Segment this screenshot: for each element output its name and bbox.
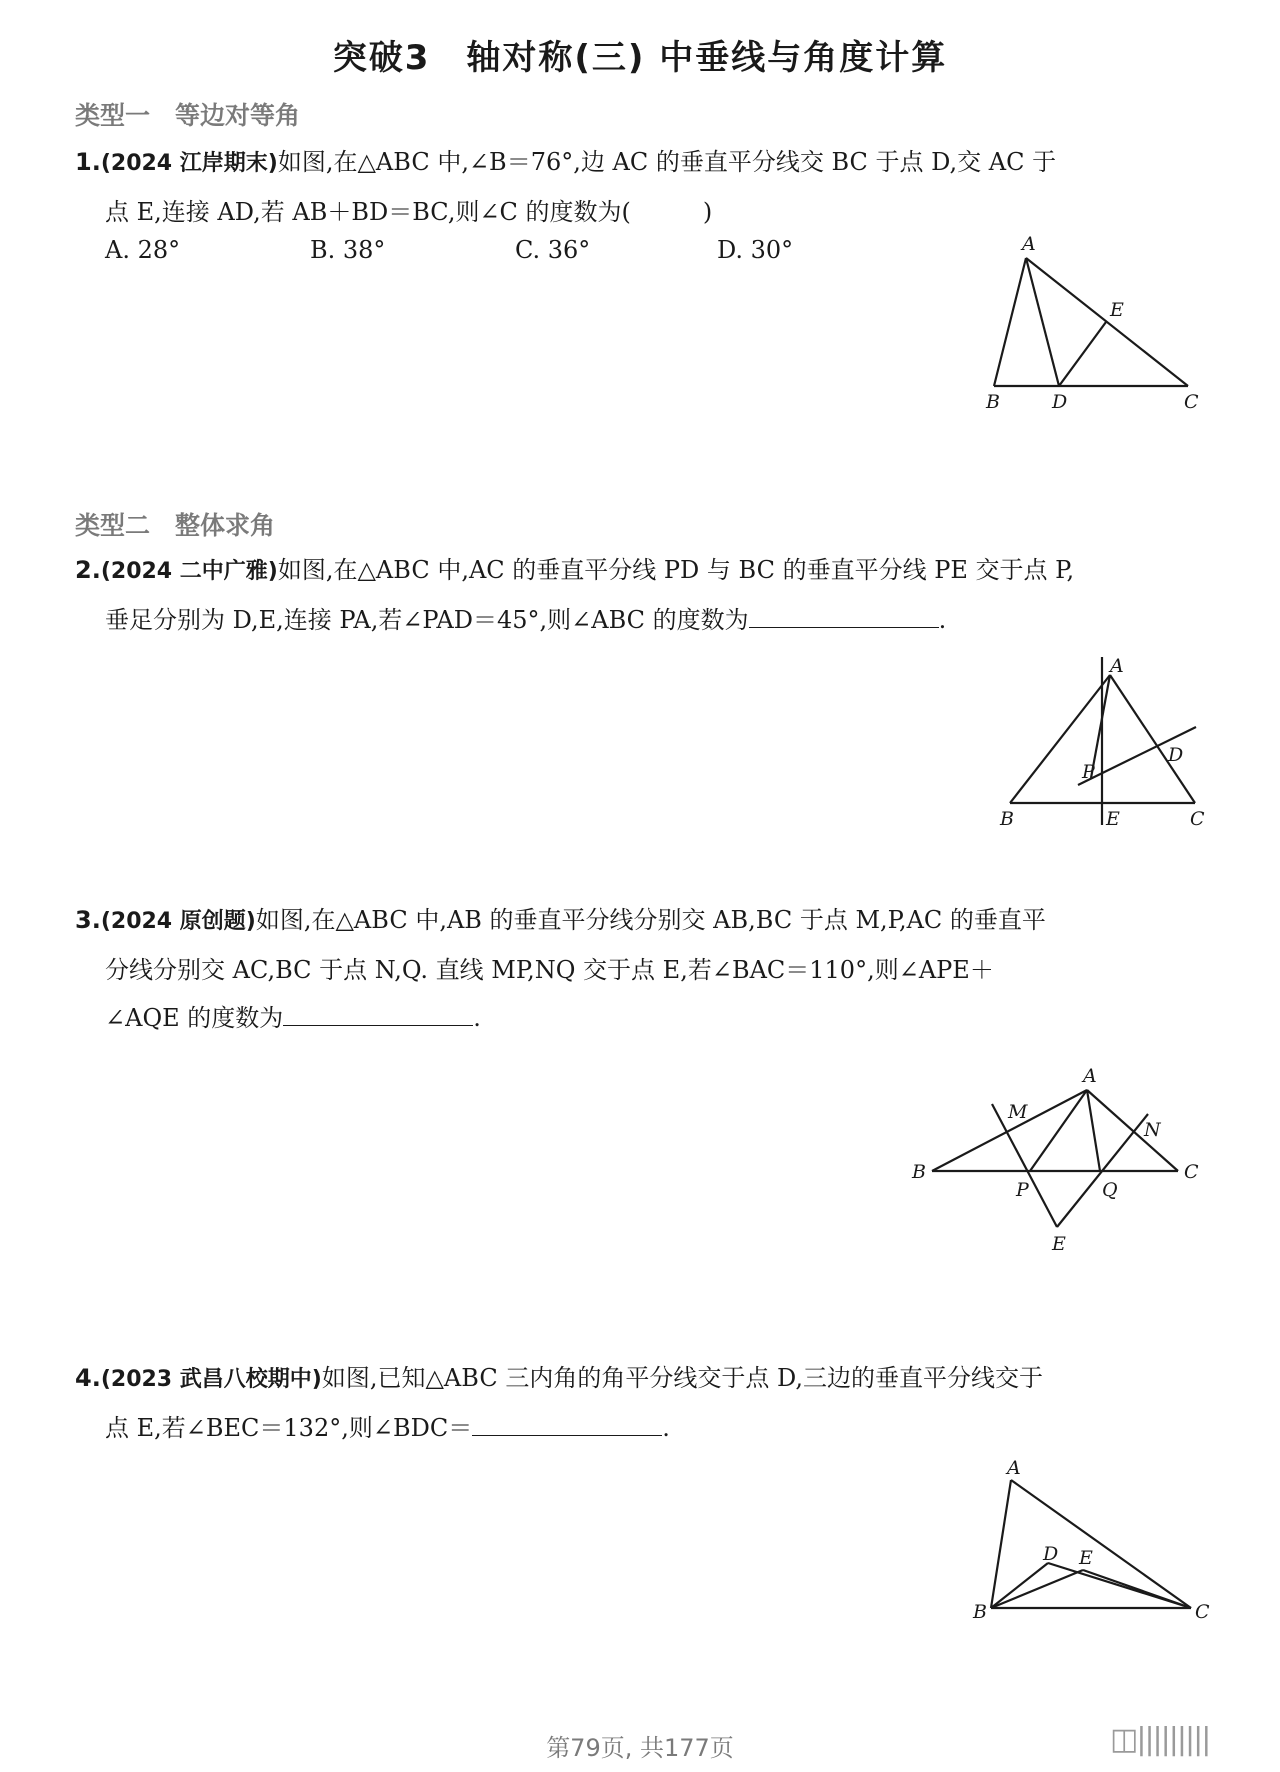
problem-source: (2024 二中广雅) <box>100 559 278 584</box>
problem-number: 3. <box>75 906 101 934</box>
label-a: A <box>1110 655 1124 677</box>
problem-text: 如图,已知△ABC 三内角的角平分线交于点 D,三边的垂直平分线交于 <box>321 1364 1043 1392</box>
problem-text: 分线分别交 AC,BC 于点 N,Q. 直线 MP,NQ 交于点 E,若∠BAC＝110°,则∠APE＋ <box>105 956 994 984</box>
figure-problem-4 <box>965 1457 1210 1630</box>
label-c: C <box>1190 808 1205 830</box>
segment-be <box>991 1570 1083 1608</box>
problem-1 <box>75 138 1205 236</box>
figure-problem-1 <box>970 230 1210 413</box>
choice-a: A. 28° <box>105 236 181 264</box>
problem-text: ∠AQE 的度数为 <box>105 1004 284 1032</box>
segment-ac <box>1087 1090 1178 1171</box>
label-c: C <box>1184 391 1199 413</box>
label-a: A <box>1007 1457 1021 1479</box>
segment-aq <box>1087 1090 1100 1171</box>
figure-problem-3 <box>910 1060 1210 1255</box>
page-title: 突破3 轴对称(三) 中垂线与角度计算 <box>332 38 948 78</box>
answer-blank[interactable] <box>283 997 473 1026</box>
label-n: N <box>1144 1119 1161 1141</box>
label-m: M <box>1008 1101 1028 1123</box>
answer-blank[interactable] <box>472 1407 662 1436</box>
choice-c: C. 36° <box>515 236 591 264</box>
section-heading-type-1: 类型一 等边对等角 <box>75 101 301 130</box>
label-e: E <box>1052 1233 1066 1255</box>
choice-d: D. 30° <box>717 236 794 264</box>
problem-text: 点 E,连接 AD,若 AB＋BD＝BC,则∠C 的度数为( ) <box>105 198 713 226</box>
label-b: B <box>986 391 1000 413</box>
problem-number: 2. <box>75 556 101 584</box>
label-b: B <box>973 1601 987 1623</box>
segment-ab <box>1010 675 1110 803</box>
section-heading-type-2: 类型二 整体求角 <box>75 511 276 540</box>
problem-source: (2023 武昌八校期中) <box>100 1367 322 1392</box>
label-b: B <box>912 1161 926 1183</box>
label-p: P <box>1082 761 1095 783</box>
segment-ac <box>1110 675 1195 803</box>
label-e: E <box>1079 1547 1093 1569</box>
segment-ap <box>1030 1090 1087 1171</box>
problem-text: 垂足分别为 D,E,连接 PA,若∠PAD＝45°,则∠ABC 的度数为 <box>105 606 749 634</box>
label-d: D <box>1043 1543 1059 1565</box>
problem-text: . <box>662 1414 670 1442</box>
problem-text: . <box>938 606 947 634</box>
segment-ac <box>1026 258 1188 386</box>
problem-text: 如图,在△ABC 中,∠B＝76°,边 AC 的垂直平分线交 BC 于点 D,交 AC 于 <box>277 148 1057 176</box>
label-d: D <box>1052 391 1068 413</box>
problem-4 <box>75 1354 1205 1452</box>
label-e: E <box>1110 299 1124 321</box>
problem-text: 如图,在△ABC 中,AB 的垂直平分线分别交 AB,BC 于点 M,P,AC 的垂直平 <box>255 906 1046 934</box>
segment-ab <box>991 1480 1011 1608</box>
segment-bd <box>991 1563 1048 1608</box>
problem-source: (2024 原创题) <box>100 909 256 934</box>
problem-text: 如图,在△ABC 中,AC 的垂直平分线 PD 与 BC 的垂直平分线 PE 交于点 P, <box>277 556 1075 584</box>
problem-2 <box>75 546 1205 644</box>
problem-source: (2024 江岸期末) <box>100 151 278 176</box>
label-b: B <box>1000 808 1014 830</box>
choice-b: B. 38° <box>310 236 386 264</box>
problem-number: 1. <box>75 148 101 176</box>
page-counter: 第79页, 共177页 <box>546 1734 734 1762</box>
label-a: A <box>1083 1065 1097 1087</box>
label-e: E <box>1106 808 1120 830</box>
label-q: Q <box>1102 1179 1118 1201</box>
label-c: C <box>1184 1161 1199 1183</box>
segment-de <box>1059 322 1106 386</box>
label-a: A <box>1022 233 1036 255</box>
problem-number: 4. <box>75 1364 101 1392</box>
page-thumbnail-icon[interactable]: ◫||||||||| <box>1110 1722 1210 1757</box>
label-p: P <box>1016 1179 1029 1201</box>
segment-ad <box>1026 258 1059 386</box>
figure-problem-2 <box>990 655 1220 830</box>
segment-ec <box>1083 1570 1191 1608</box>
label-d: D <box>1168 744 1184 766</box>
label-c: C <box>1195 1601 1210 1623</box>
segment-ab <box>994 258 1026 386</box>
answer-blank[interactable] <box>749 599 939 628</box>
problem-3 <box>75 896 1205 1042</box>
problem-text: . <box>473 1004 481 1032</box>
problem-text: 点 E,若∠BEC＝132°,则∠BDC＝ <box>105 1414 473 1442</box>
